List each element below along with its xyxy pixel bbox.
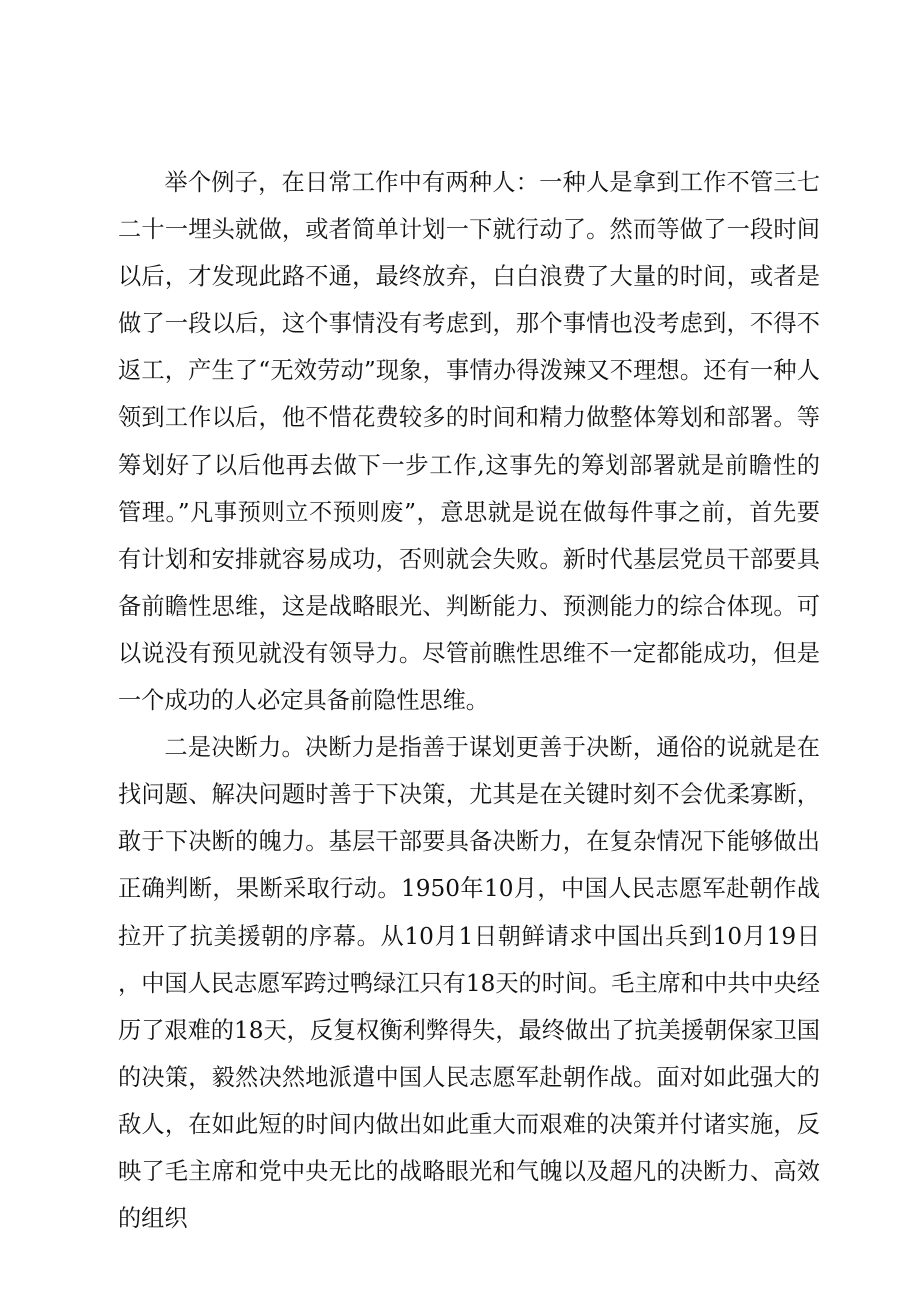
document-body [118,159,820,1242]
paragraph-example: 举个例子，在日常工作中有两种人：一种人是拿到工作不管三七二十一埋头就做，或者简单计划一下就行动了。然而等做了一段时间以后，才发现此路不通，最终放弃，白白浪费了大量的时间，或者是做了一段以后，这个事情没有考虑到，那个事情也没考虑到，不得不返工，产生了“无效劳动”现象，事情办得泼辣又不理想。还有一种人领到工作以后，他不惜花费较多的时间和精力做整体筹划和部署。等筹划好了以后他再去做下一步工作,这事先的筹划部署就是前瞻性的管理。”凡事预则立不预则废”，意思就是说在做每件事之前，首先要有计划和安排就容易成功，否则就会失败。新时代基层党员干部要具备前瞻性思维，这是战略眼光、判断能力、预测能力的综合体现。可以说没有预见就没有领导力。尽管前瞧性思维不一定都能成功，但是一个成功的人必定具备前隐性思维。 [118,169,820,715]
paragraph-decisiveness: 二是决断力。决断力是指善于谋划更善于决断，通俗的说就是在找问题、解决问题时善于下决策，尤其是在关键时刻不会优柔寡断，敢于下决断的魄力。基层干部要具备决断力，在复杂情况下能够做出正确判断，果断采取行动。1950年10月，中国人民志愿军赴朝作战拉开了抗美援朝的序幕。从10月1日朝鲜请求中国出兵到10月19日，中国人民志愿军跨过鸭绿江只有18天的时间。毛主席和中共中央经历了艰难的18天，反复权衡利弊得失，最终做出了抗美援朝保家卫国的决策，毅然决然地派遣中国人民志愿军赴朝作战。面对如此强大的敌人，在如此短的时间内做出如此重大而艰难的决策并付诸实施，反映了毛主席和党中央无比的战略眼光和气魄以及超凡的决断力、高效的组织 [118,734,820,1233]
